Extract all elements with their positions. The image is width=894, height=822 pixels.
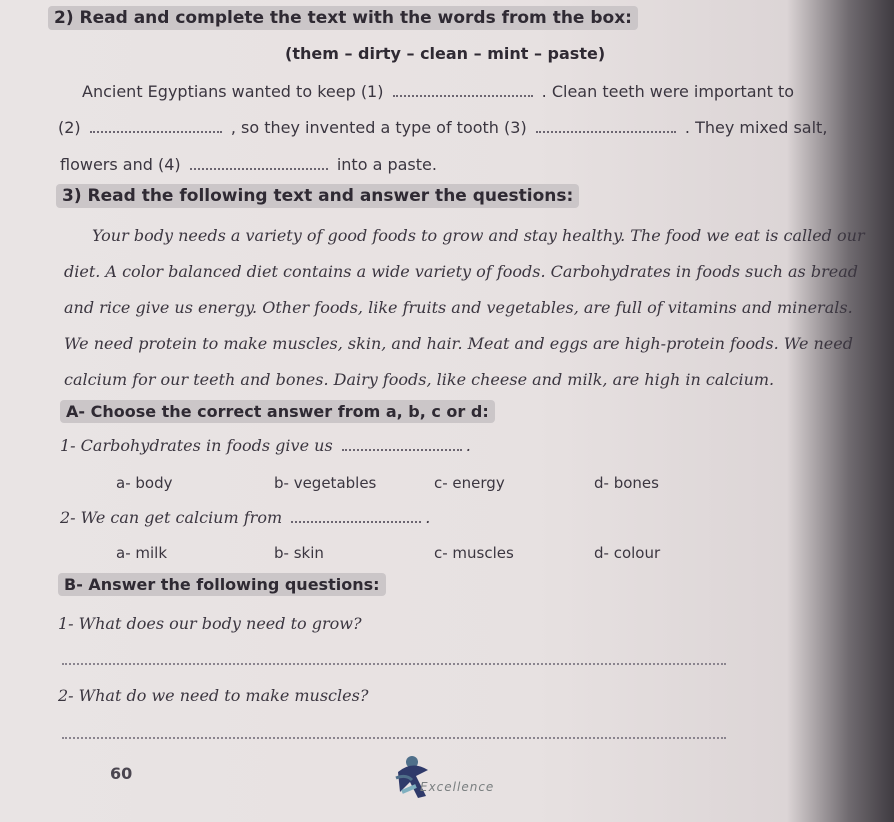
partA-question-2	[60, 508, 430, 527]
section2-heading-text: 2) Read and complete the text with the words from the box:	[48, 6, 638, 30]
line1-text-a: Ancient Egyptians wanted to keep (1)	[82, 82, 384, 101]
q1-option-b[interactable]: b- vegetables	[274, 474, 377, 492]
partA-q2-end: .	[425, 508, 431, 527]
partA-question-1	[60, 436, 471, 455]
q1-option-a[interactable]: a- body	[116, 474, 173, 492]
partA-q1-text: 1- Carbohydrates in foods give us	[60, 436, 333, 455]
word-box	[285, 44, 605, 63]
excellence-logo	[392, 752, 532, 812]
page-number: 60	[110, 764, 133, 783]
word-box-text: (them – dirty – clean – mint – paste)	[285, 44, 606, 63]
section3-heading-text: 3) Read the following text and answer the questions:	[56, 184, 579, 208]
section2-heading	[48, 8, 638, 28]
completion-line-3	[60, 155, 437, 174]
passage-line-2: diet. A color balanced diet contains a wide variety of foods. Carbohydrates in foods such as bread	[64, 262, 858, 281]
q2-option-c[interactable]: c- muscles	[434, 544, 514, 562]
partB-heading-text: B- Answer the following questions:	[58, 573, 386, 596]
line2-text-c: . They mixed salt,	[684, 118, 828, 137]
partB-heading	[58, 575, 386, 594]
q2-option-d[interactable]: d- colour	[594, 544, 661, 562]
partA-q2-blank[interactable]	[291, 520, 421, 523]
blank-1[interactable]	[393, 94, 533, 97]
blank-2[interactable]	[90, 130, 222, 133]
line3-text-b: into a paste.	[336, 155, 437, 174]
completion-line-2	[58, 118, 827, 137]
passage-line-1: Your body needs a variety of good foods to grow and stay healthy. The food we eat is called our	[92, 226, 865, 245]
section3-heading	[56, 186, 579, 206]
partB-question-1: 1- What does our body need to grow?	[58, 614, 362, 633]
line2-text-b: , so they invented a type of tooth (3)	[230, 118, 527, 137]
q2-option-a[interactable]: a- milk	[116, 544, 168, 562]
blank-3[interactable]	[536, 130, 676, 133]
partA-q1-blank[interactable]	[342, 448, 462, 451]
partA-heading-text: A- Choose the correct answer from a, b, c or d:	[60, 400, 495, 423]
partA-q2-text: 2- We can get calcium from	[60, 508, 283, 527]
partA-heading	[60, 402, 495, 421]
passage-line-3: and rice give us energy. Other foods, like fruits and vegetables, are full of vitamins and minerals.	[64, 298, 853, 317]
q1-option-d[interactable]: d- bones	[594, 474, 659, 492]
blank-4[interactable]	[190, 167, 328, 170]
passage-line-5: calcium for our teeth and bones. Dairy foods, like cheese and milk, are high in calcium.	[64, 370, 775, 389]
partB-answer-line-2[interactable]	[62, 736, 726, 739]
partB-answer-line-1[interactable]	[62, 662, 726, 665]
q2-option-b[interactable]: b- skin	[274, 544, 324, 562]
line3-text-a: flowers and (4)	[60, 155, 181, 174]
completion-line-1	[82, 82, 794, 101]
line1-text-b: . Clean teeth were important to	[541, 82, 795, 101]
logo-text: Excellence	[420, 780, 495, 794]
partB-question-2: 2- What do we need to make muscles?	[58, 686, 369, 705]
partA-q1-end: .	[465, 436, 471, 455]
line2-text-a: (2)	[58, 118, 81, 137]
passage-line-4: We need protein to make muscles, skin, and hair. Meat and eggs are high-protein foods. We need	[64, 334, 853, 353]
q1-option-c[interactable]: c- energy	[434, 474, 505, 492]
